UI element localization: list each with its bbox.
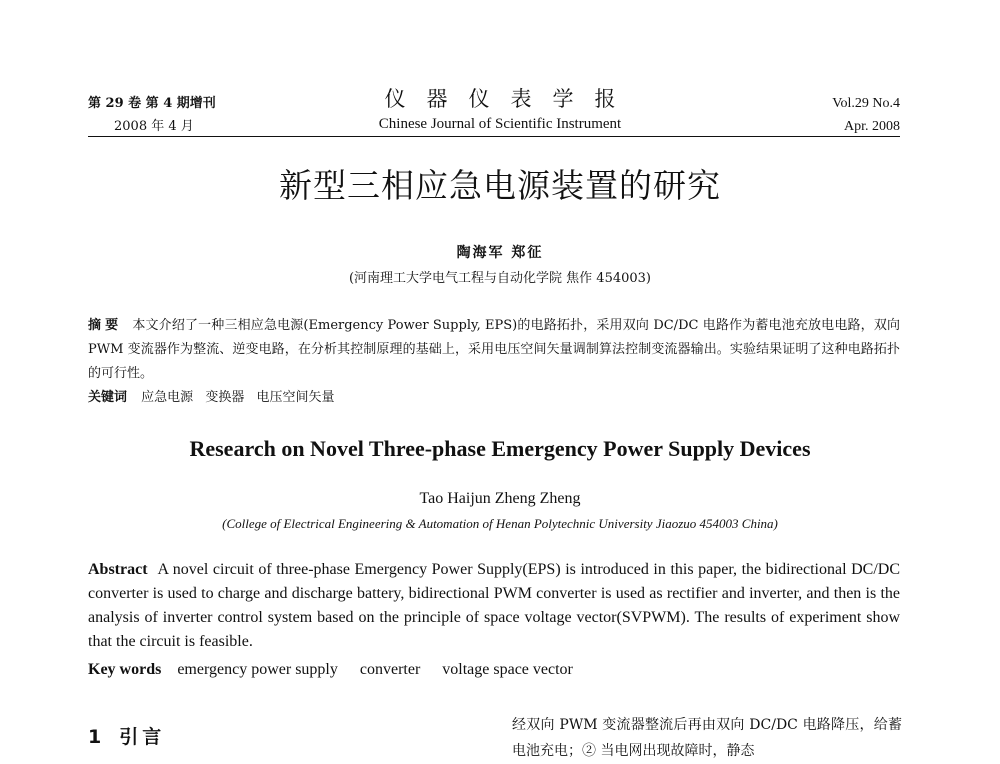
paper-title-en: Research on Novel Three-phase Emergency Power Supply Devices — [189, 436, 811, 461]
journal-volume-info — [832, 92, 900, 138]
abstract-en-text: A novel circuit of three-phase Emergency Power Supply(EPS) is introduced in this paper, the bidirectional DC/DC converter is used to charge and discharge battery, bidirectional PWM converter is used as rectifier and inverter, and then is the analysis of inverter control system based on the principle of space voltage vector(SVPWM). The results of experiment show that the circuit is feasible. — [88, 561, 900, 650]
abstract-en — [88, 558, 900, 654]
publication-date-cn: 2008 年 4 月 — [114, 119, 194, 134]
keyword-cn: 应急电源 — [141, 390, 194, 405]
keywords-cn — [88, 388, 900, 408]
journal-issue-info — [88, 92, 216, 138]
publication-date-en: Apr. 2008 — [844, 119, 900, 134]
affiliation-en: (College of Electrical Engineering & Automation of Henan Polytechnic University Jiaozuo 454003 China) — [222, 516, 778, 531]
affiliation-cn: (河南理工大学电气工程与自动化学院 焦作 454003) — [348, 271, 652, 286]
keywords-en — [88, 658, 900, 682]
keyword-en: converter — [359, 661, 421, 678]
authors-cn: 陶海军 郑征 — [456, 245, 544, 261]
keyword-cn: 变换器 — [205, 390, 245, 405]
keywords-en-label: Key words — [88, 661, 162, 678]
header-divider — [88, 136, 900, 137]
keywords-cn-label: 关键词 — [88, 390, 128, 405]
section-title: 引言 — [119, 726, 166, 748]
section-number: 1 — [88, 726, 106, 748]
keyword-cn: 电压空间矢量 — [256, 390, 335, 405]
abstract-en-label: Abstract — [88, 561, 148, 578]
journal-name-cn: 仪器仪表学报 — [384, 87, 637, 111]
paper-title-cn: 新型三相应急电源装置的研究 — [279, 166, 721, 205]
body-text-right-column: 经双向 PWM 变流器整流后再由双向 DC/DC 电路降压，给蓄电池充电；② 当电网出现故障时，静态 — [512, 717, 902, 759]
volume-issue: 第 29 卷 第 4 期增刊 — [88, 96, 216, 111]
abstract-cn — [88, 314, 900, 386]
journal-name-en: Chinese Journal of Scientific Instrument — [378, 116, 622, 132]
abstract-cn-text: 本文介绍了一种三相应急电源(Emergency Power Supply, EPS)的电路拓扑，采用双向 DC/DC 电路作为蓄电池充放电电路，双向 PWM 变流器作为整流、逆变电路，在分析其控制原理的基础上，采用电压空间矢量调制算法控制变流器输出。实验结果证明了这种电路拓扑的可行性。 — [88, 318, 900, 381]
journal-name — [330, 86, 670, 134]
abstract-cn-label: 摘要 — [88, 318, 123, 333]
keyword-en: emergency power supply — [177, 661, 338, 678]
authors-en: Tao Haijun Zheng Zheng — [419, 490, 581, 507]
keyword-en: voltage space vector — [442, 661, 573, 678]
section-heading — [88, 722, 165, 749]
volume-en: Vol.29 No.4 — [832, 96, 900, 111]
